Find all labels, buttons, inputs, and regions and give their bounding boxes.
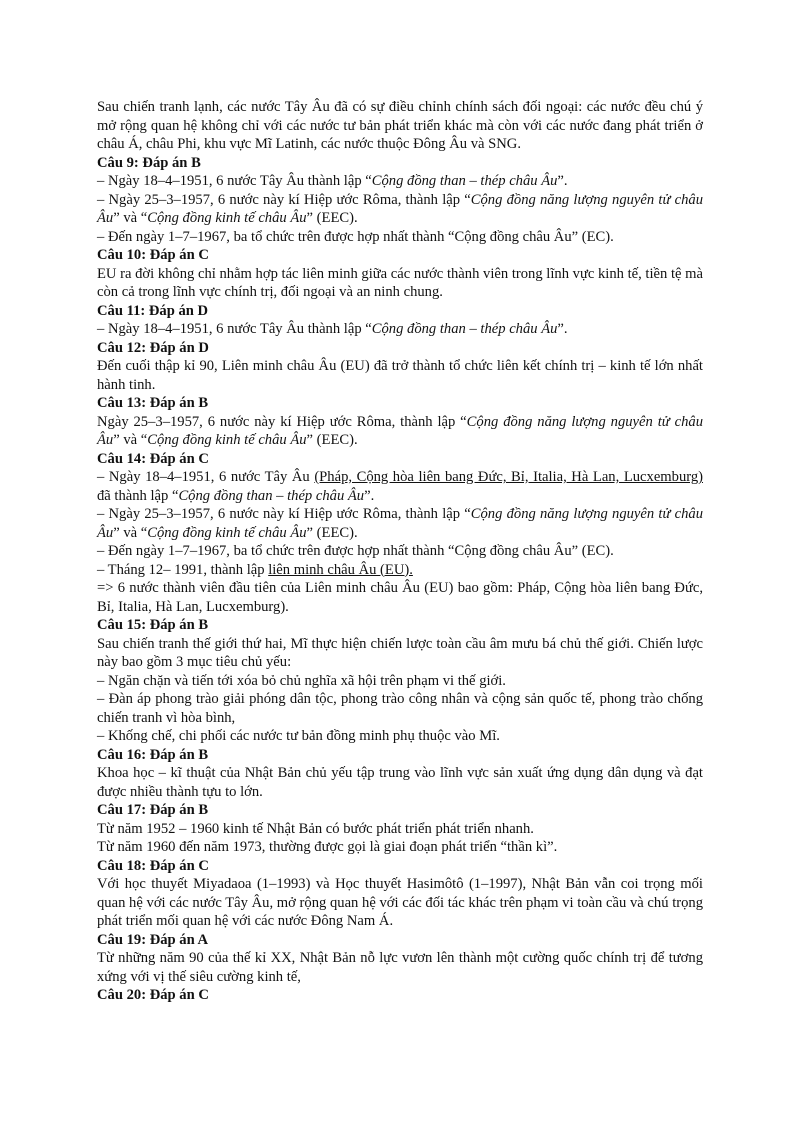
italic-term: Cộng đồng kinh tế châu Âu — [147, 524, 307, 541]
question-12-text: Đến cuối thập kỉ 90, Liên minh châu Âu (EU) đã trở thành tổ chức liên kết chính trị – kinh tế lớn nhất hành tinh. — [97, 358, 703, 393]
text-run: ”. — [557, 321, 568, 337]
text-run: – Ngày 25–3–1957, 6 nước này kí Hiệp ước Rôma, thành lập “ — [97, 191, 471, 208]
italic-term: Cộng đồng than – thép châu Âu — [371, 173, 558, 189]
question-14-heading: Câu 14: Đáp án C — [97, 450, 209, 467]
italic-term: Cộng đồng than – thép châu Âu — [178, 487, 365, 504]
document-page — [97, 98, 703, 1005]
question-14-line-3: – Đến ngày 1–7–1967, ba tổ chức trên được hợp nhất thành “Cộng đồng châu Âu” (EC). — [97, 543, 614, 559]
text-run: ” và “ — [113, 210, 148, 226]
text-run: – Ngày 18–4–1951, 6 nước Tây Âu thành lập “ — [97, 321, 372, 337]
question-18-text: Với học thuyết Miyadaoa (1–1993) và Học thuyết Hasimôtô (1–1997), Nhật Bản vẫn coi trọng mối quan hệ với các nước Tây Âu, mở rộng quan hệ với các đối tác khác trên phạm vi toàn cầu và chú trọng phát triển mối quan hệ với các nước Đông Nam Á. — [97, 876, 703, 929]
question-17-line-1: Từ năm 1952 – 1960 kinh tế Nhật Bản có bước phát triển phát triển nhanh. — [97, 820, 534, 837]
italic-term: Cộng đồng kinh tế châu Âu — [147, 432, 307, 448]
question-11-heading: Câu 11: Đáp án D — [97, 302, 209, 319]
question-10-text: EU ra đời không chỉ nhằm hợp tác liên minh giữa các nước thành viên trong lĩnh vực kinh tế, tiền tệ mà còn cả trong lĩnh vực chính trị, đối ngoại và an ninh chung. — [97, 265, 703, 300]
text-run: ” và “ — [113, 432, 148, 448]
text-run: ” (EEC). — [306, 524, 358, 541]
question-18-heading: Câu 18: Đáp án C — [97, 857, 209, 874]
question-19-text: Từ những năm 90 của thế kỉ XX, Nhật Bản nỗ lực vươn lên thành một cường quốc chính trị để tương xứng với vị thế siêu cường kinh tế, — [97, 950, 703, 985]
text-run: ” và “ — [113, 524, 148, 541]
underlined-countries: (Pháp, Cộng hòa liên bang Đức, Bỉ, Italia, Hà Lan, Lucxemburg) — [314, 469, 703, 485]
question-9-line-1 — [97, 172, 703, 191]
question-15-line-4: – Khống chế, chi phối các nước tư bản đồng minh phụ thuộc vào Mĩ. — [97, 728, 500, 744]
question-9-heading: Câu 9: Đáp án B — [97, 154, 201, 171]
italic-term: Cộng đồng năng lượng nguyên tử châu Âu — [97, 506, 704, 541]
question-16-text: Khoa học – kĩ thuật của Nhật Bản chủ yếu tập trung vào lĩnh vực sản xuất ứng dụng dân dụng và đạt được nhiều thành tựu to lớn. — [97, 765, 703, 800]
question-15-line-2: – Ngăn chặn và tiến tới xóa bỏ chủ nghĩa xã hội trên phạm vi thế giới. — [97, 672, 506, 689]
question-15-line-1: Sau chiến tranh thế giới thứ hai, Mĩ thực hiện chiến lược toàn cầu âm mưu bá chủ thế giới. Chiến lược này bao gồm 3 mục tiêu chủ yếu: — [97, 635, 703, 670]
text-run: – Ngày 25–3–1957, 6 nước này kí Hiệp ước Rôma, thành lập “ — [97, 506, 471, 522]
italic-term: Cộng đồng than – thép châu Âu — [371, 321, 558, 337]
text-run: – Tháng 12– 1991, thành lập — [97, 561, 269, 578]
text-run: ”. — [557, 173, 568, 189]
question-14-line-2 — [97, 505, 703, 542]
underlined-term: liên minh châu Âu (EU). — [268, 561, 413, 578]
question-12-heading: Câu 12: Đáp án D — [97, 339, 209, 356]
italic-term: Cộng đồng năng lượng nguyên tử châu Âu — [97, 191, 704, 226]
text-run: ”. — [364, 487, 375, 504]
text-run: Ngày 25–3–1957, 6 nước này kí Hiệp ước Rôma, thành lập “ — [97, 413, 467, 430]
question-11-text — [97, 320, 703, 339]
question-15-heading: Câu 15: Đáp án B — [97, 617, 209, 633]
question-16-heading: Câu 16: Đáp án B — [97, 746, 209, 763]
text-run: ” (EEC). — [306, 210, 358, 226]
question-17-heading: Câu 17: Đáp án B — [97, 802, 209, 818]
question-13-text — [97, 413, 703, 450]
question-15-line-3: – Đàn áp phong trào giải phóng dân tộc, phong trào công nhân và cộng sản quốc tế, phong trào chống chiến tranh vì hòa bình, — [97, 691, 703, 726]
italic-term: Cộng đồng kinh tế châu Âu — [147, 210, 307, 226]
question-14-line-4 — [97, 561, 703, 580]
question-9-line-2 — [97, 191, 703, 228]
question-10-heading: Câu 10: Đáp án C — [97, 247, 209, 263]
question-20-heading: Câu 20: Đáp án C — [97, 987, 209, 1003]
question-17-line-2: Từ năm 1960 đến năm 1973, thường được gọi là giai đoạn phát triển “thần kì”. — [97, 839, 558, 855]
question-19-heading: Câu 19: Đáp án A — [97, 931, 209, 948]
question-14-line-5: => 6 nước thành viên đầu tiên của Liên minh châu Âu (EU) bao gồm: Pháp, Cộng hòa liên bang Đức, Bỉ, Italia, Hà Lan, Lucxemburg). — [97, 580, 703, 615]
intro-paragraph: Sau chiến tranh lạnh, các nước Tây Âu đã có sự điều chỉnh chính sách đối ngoại: các nước đều chú ý mở rộng quan hệ không chỉ với các nước tư bản phát triển khác mà còn với các nước đang phát triển ở châu Á, châu Phi, khu vực Mĩ Latinh, các nước thuộc Đông Âu và SNG. — [97, 99, 703, 152]
text-run: – Ngày 18–4–1951, 6 nước Tây Âu — [97, 469, 315, 485]
question-13-heading: Câu 13: Đáp án B — [97, 395, 209, 411]
text-run: ” (EEC). — [306, 432, 358, 448]
text-run: đã thành lập “ — [97, 487, 179, 504]
text-run: – Ngày 18–4–1951, 6 nước Tây Âu thành lập “ — [97, 173, 372, 189]
italic-term: Cộng đồng năng lượng nguyên tử châu Âu — [97, 413, 703, 448]
question-14-line-1 — [97, 468, 703, 505]
question-9-line-3: – Đến ngày 1–7–1967, ba tổ chức trên được hợp nhất thành “Cộng đồng châu Âu” (EC). — [97, 228, 614, 245]
